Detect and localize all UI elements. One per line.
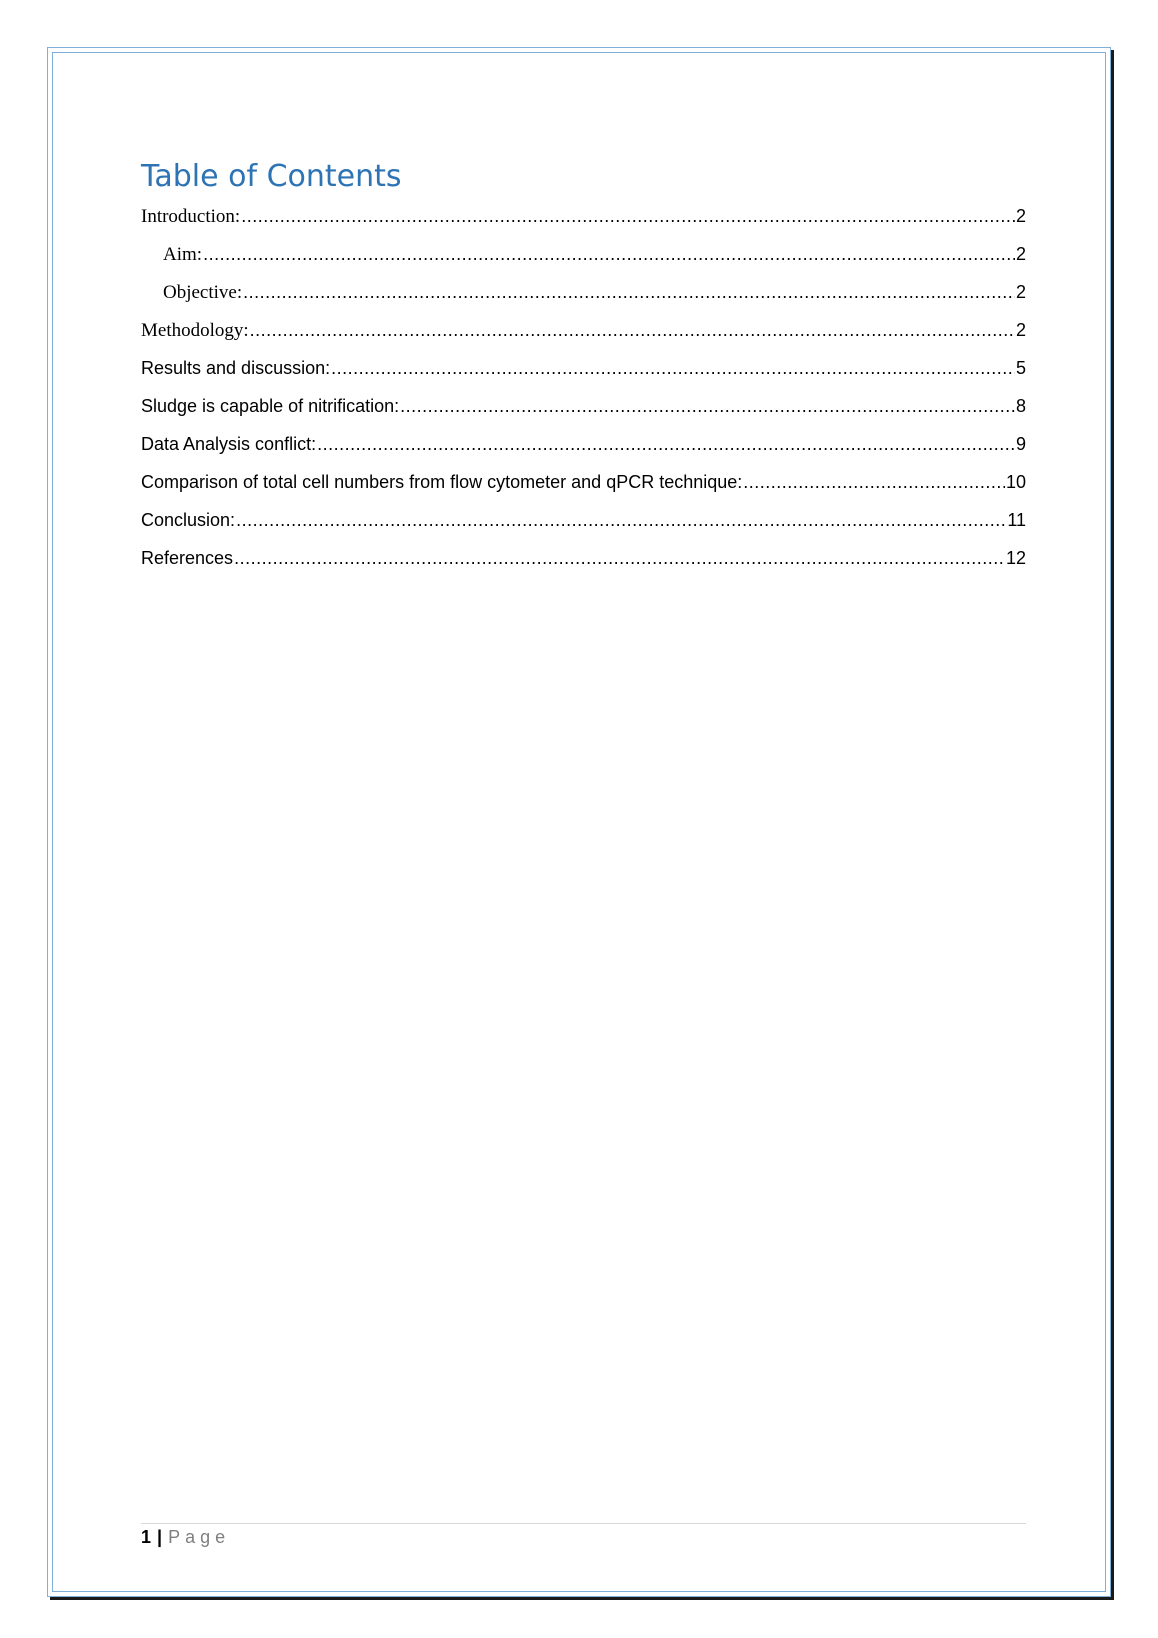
toc-entry-page: 8 (1015, 396, 1026, 416)
footer-page-word: Page (168, 1527, 231, 1547)
toc-entry-page: 9 (1015, 434, 1026, 454)
toc-entry-page: 2 (1015, 206, 1026, 226)
toc-entry-label: Conclusion: (141, 510, 236, 530)
toc-entry-label: Sludge is capable of nitrification: (141, 396, 400, 416)
toc-entry-data-analysis-conflict[interactable] (141, 434, 1026, 472)
table-of-contents (141, 206, 1026, 586)
toc-entry-page: 10 (1005, 472, 1026, 492)
toc-entry-sludge-nitrification[interactable] (141, 396, 1026, 434)
toc-leader-dots (203, 244, 1015, 265)
toc-leader-dots (317, 434, 1015, 455)
page-footer (141, 1527, 230, 1548)
toc-entry-label: Objective: (163, 282, 243, 303)
toc-entry-page: 2 (1015, 320, 1026, 340)
toc-entry-comparison-cell-numbers[interactable] (141, 472, 1026, 510)
toc-leader-dots (236, 510, 1006, 531)
toc-leader-dots (331, 358, 1015, 379)
footer-separator: | (157, 1527, 163, 1547)
toc-entry-page: 2 (1015, 282, 1026, 302)
toc-entry-label: Data Analysis conflict: (141, 434, 317, 454)
toc-title: Table of Contents (141, 159, 402, 194)
toc-leader-dots (241, 206, 1015, 227)
toc-entry-objective[interactable] (141, 282, 1026, 320)
toc-entry-introduction[interactable] (141, 206, 1026, 244)
toc-entry-aim[interactable] (141, 244, 1026, 282)
toc-entry-page: 2 (1015, 244, 1026, 264)
toc-entry-page: 5 (1015, 358, 1026, 378)
toc-entry-label: Aim: (163, 244, 203, 265)
toc-entry-label: Introduction: (141, 206, 241, 227)
toc-entry-methodology[interactable] (141, 320, 1026, 358)
toc-entry-label: Comparison of total cell numbers from flow cytometer and qPCR technique: (141, 472, 743, 492)
toc-leader-dots (743, 472, 1005, 493)
toc-entry-label: Results and discussion: (141, 358, 331, 378)
toc-entry-page: 11 (1007, 510, 1026, 530)
toc-entry-conclusion[interactable] (141, 510, 1026, 548)
footer-page-number: 1 (141, 1527, 152, 1547)
toc-leader-dots (234, 548, 1005, 569)
toc-leader-dots (400, 396, 1015, 417)
toc-entry-label: References (141, 548, 234, 568)
toc-entry-references[interactable] (141, 548, 1026, 586)
toc-leader-dots (243, 282, 1015, 303)
toc-entry-label: Methodology: (141, 320, 249, 341)
toc-leader-dots (250, 320, 1015, 341)
toc-entry-page: 12 (1005, 548, 1026, 568)
footer-divider (141, 1523, 1026, 1524)
toc-entry-results-and-discussion[interactable] (141, 358, 1026, 396)
